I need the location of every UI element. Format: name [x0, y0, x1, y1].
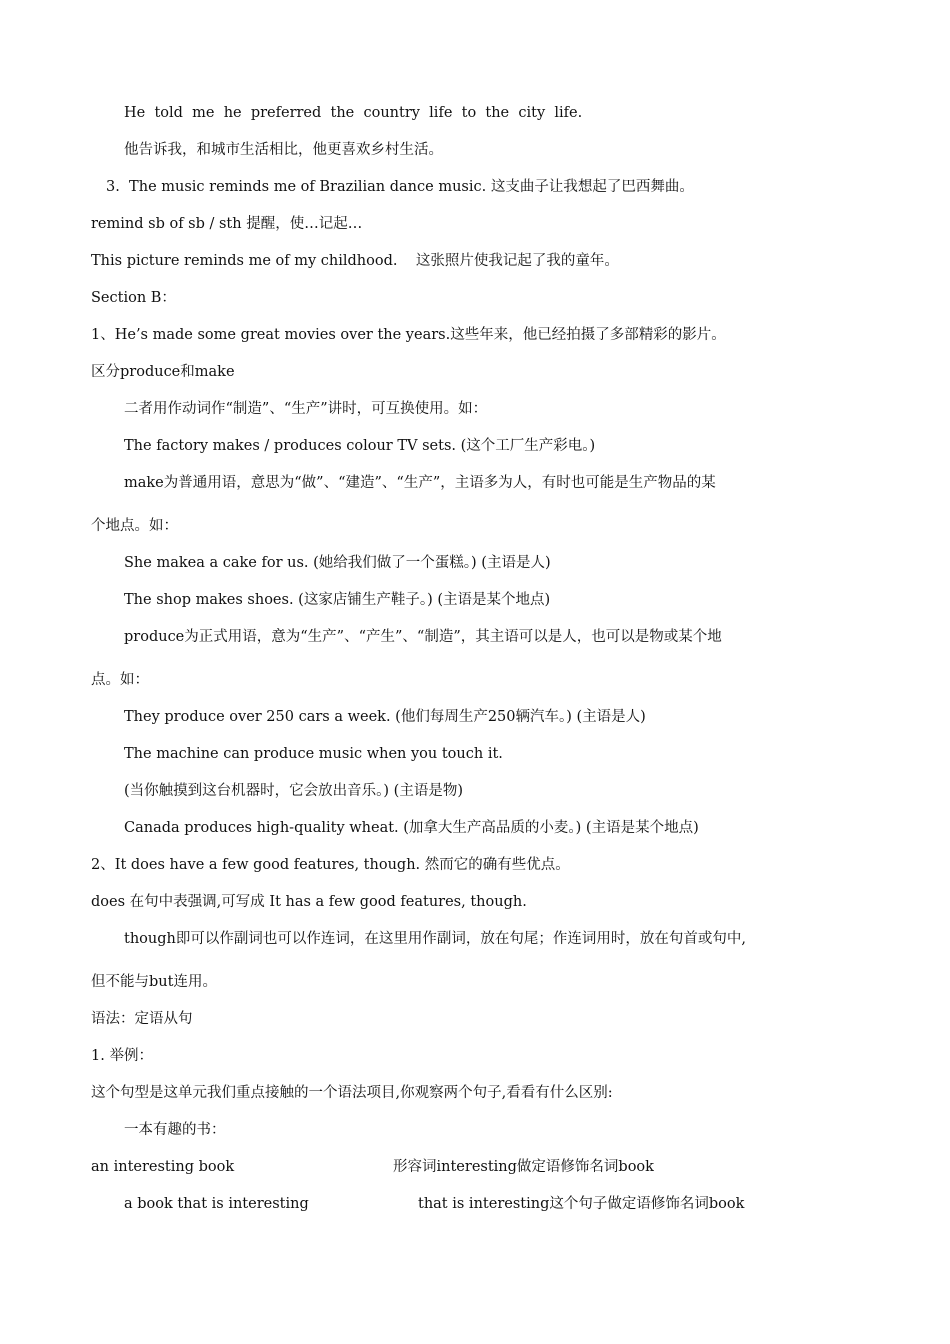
example-canada: Canada produces high-quality wheat. (加拿大生产高品质的小麦。) (主语是某个地点): [124, 820, 699, 836]
example-cars: They produce over 250 cars a week. (他们每周生产250辆汽车。) (主语是人): [124, 709, 646, 725]
though-explanation-cont: 但不能与but连用。: [91, 974, 217, 990]
make-explanation: make为普通用语，意思为“做”、“建造”、“生产”，主语多为人，有时也可能是生产物品的某: [124, 475, 716, 491]
example-machine-translation: (当你触摸到这台机器时，它会放出音乐。) (主语是物): [124, 783, 463, 799]
example-machine: The machine can produce music when you touch it.: [124, 746, 503, 762]
grammar-intro: 这个句型是这单元我们重点接触的一个语法项目,你观察两个句子,看看有什么区别:: [91, 1085, 613, 1101]
produce-explanation: produce为正式用语，意为“生产”、“产生”、“制造”，其主语可以是人，也可以是物或某个地: [124, 629, 722, 645]
example-cake: She makea a cake for us. (她给我们做了一个蛋糕。) (主语是人): [124, 555, 551, 571]
example-remind-childhood: This picture reminds me of my childhood. 这张照片使我记起了我的童年。: [91, 253, 619, 269]
point-3-remind: 3. The music reminds me of Brazilian dance music. 这支曲子让我想起了巴西舞曲。: [106, 179, 694, 195]
example-factory: The factory makes / produces colour TV sets. (这个工厂生产彩电。): [124, 438, 596, 454]
produce-explanation-cont: 点。如：: [91, 672, 149, 688]
point-2-features: 2、It does have a few good features, though. 然而它的确有些优点。: [91, 857, 570, 873]
phrase-book-that-is-note: that is interesting这个句子做定语修饰名词book: [418, 1196, 745, 1212]
produce-make-intro: 二者用作动词作“制造”、“生产”讲时，可互换使用。如：: [124, 401, 488, 417]
does-emphasis-note: does 在句中表强调,可写成 It has a few good features, though.: [91, 894, 527, 910]
example-shop: The shop makes shoes. (这家店铺生产鞋子。) (主语是某个地点): [124, 592, 551, 608]
produce-make-heading: 区分produce和make: [91, 364, 235, 380]
though-explanation: though即可以作副词也可以作连词，在这里用作副词，放在句尾；作连词用时，放在句首或句中,: [124, 931, 746, 947]
interesting-book-label: 一本有趣的书：: [124, 1122, 226, 1138]
section-b-heading: Section B：: [91, 290, 176, 306]
example-sentence-preferred: He told me he preferred the country life to the city life.: [124, 105, 583, 121]
make-explanation-cont: 个地点。如：: [91, 518, 178, 534]
grammar-heading: 语法：定语从句: [91, 1011, 193, 1027]
translation-preferred: 他告诉我，和城市生活相比，他更喜欢乡村生活。: [124, 142, 443, 158]
example-heading: 1. 举例：: [91, 1048, 153, 1064]
phrase-interesting-book-note: 形容词interesting做定语修饰名词book: [393, 1159, 654, 1175]
phrase-interesting-book: an interesting book: [91, 1159, 235, 1175]
remind-usage: remind sb of sb / sth 提醒，使…记起…: [91, 216, 363, 232]
point-1-movies: 1、He’s made some great movies over the years.这些年来，他已经拍摄了多部精彩的影片。: [91, 327, 726, 343]
phrase-book-that-is: a book that is interesting: [124, 1196, 309, 1212]
